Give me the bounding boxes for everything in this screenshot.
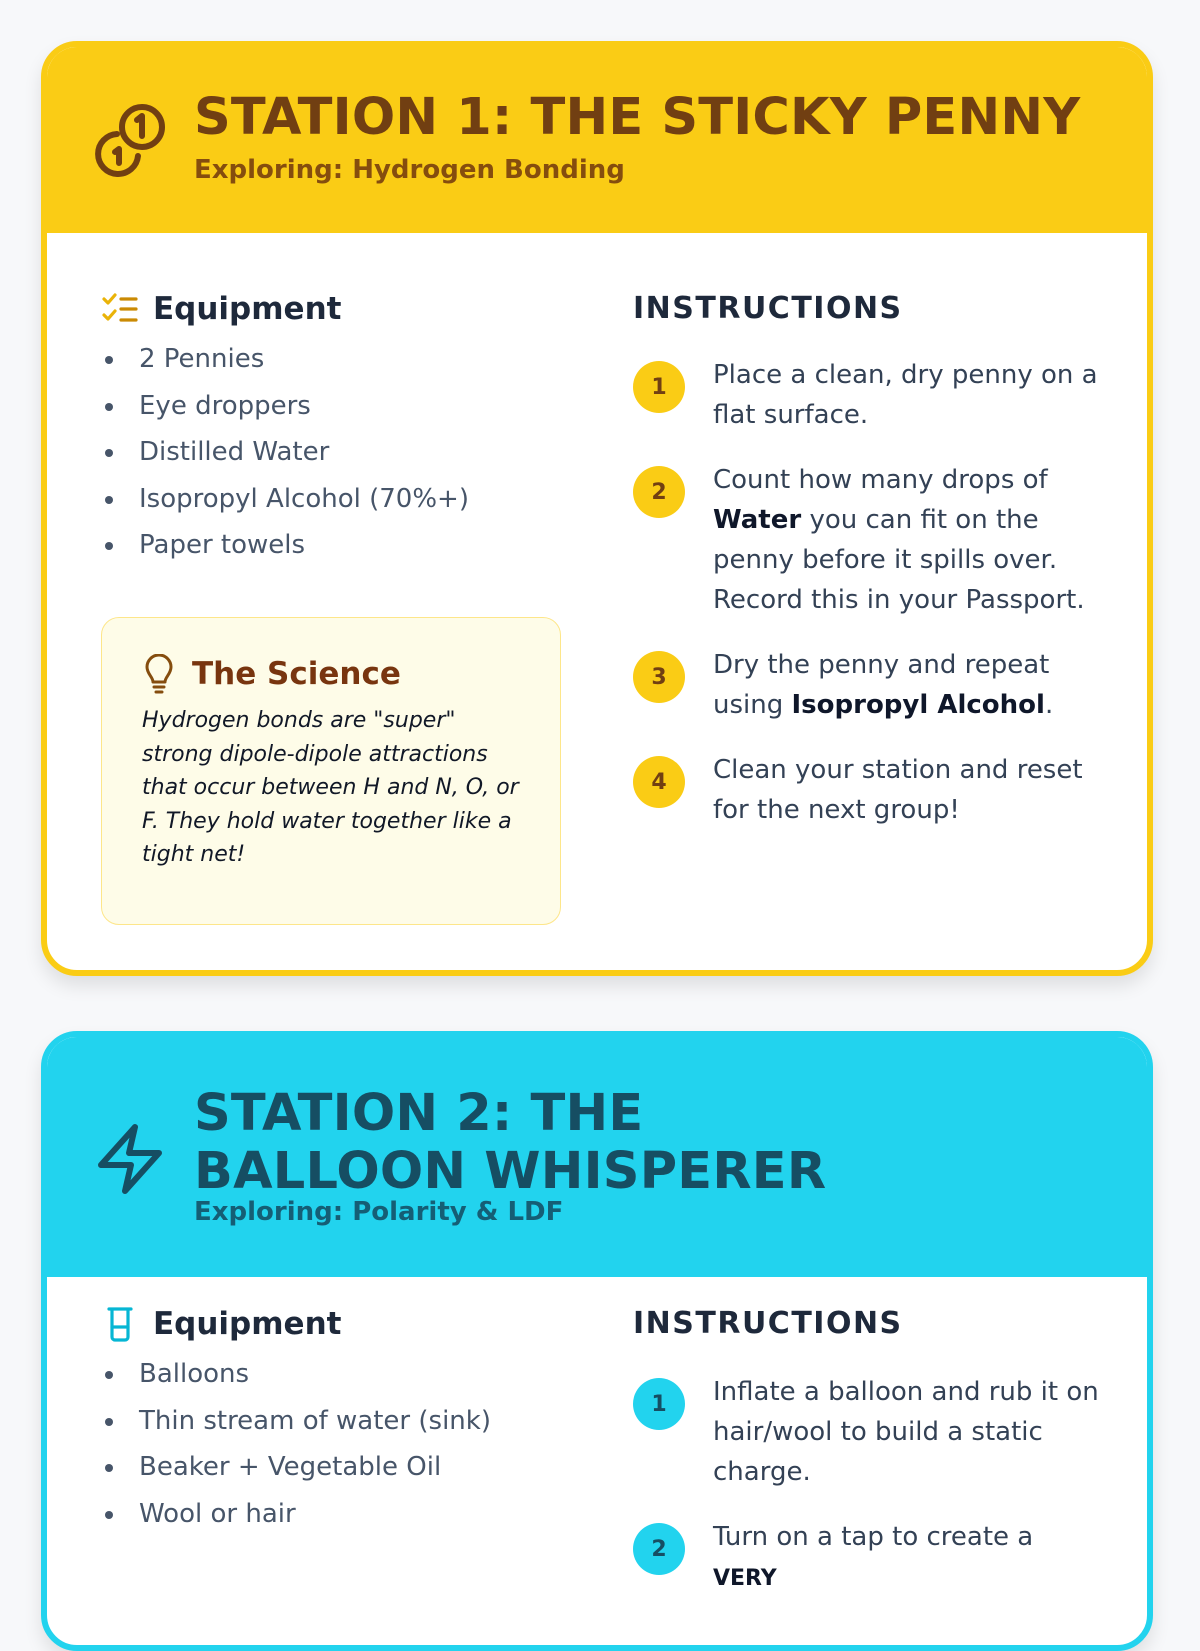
instructions-list [633,355,1103,830]
instructions-title: INSTRUCTIONS [633,291,903,326]
station-1-card [41,41,1153,976]
instruction-step [633,750,1103,830]
list-item: Balloons [101,1356,561,1403]
instructions-list [633,1372,1103,1599]
step-text: Dry the penny and repeat using Isopropyl Alcohol. [713,650,1054,720]
emphasis: Isopropyl Alcohol [791,690,1045,720]
step-number: 2 [633,466,685,518]
step-number: 2 [633,1523,685,1575]
equipment-title: Equipment [153,291,342,327]
science-callout [101,617,561,925]
instructions-section [633,1302,1103,1624]
science-text: Hydrogen bonds are "super" strong dipole-dipole attractions that occur between H and N, O, or F. They hold water together like a tight net! [142,708,519,867]
step-number: 3 [633,651,685,703]
step-number: 1 [633,1378,685,1430]
instructions-title: INSTRUCTIONS [633,1306,903,1341]
step-text: Inflate a balloon and rub it on hair/wool to build a static charge. [713,1377,1099,1487]
instruction-step [633,460,1103,620]
instruction-step [633,355,1103,435]
equipment-section [101,1302,561,1542]
step-text: Clean your station and reset for the next group! [713,755,1083,825]
list-item: Wool or hair [101,1496,561,1543]
list-item: Thin stream of water (sink) [101,1403,561,1450]
beaker-icon [101,1305,139,1343]
list-item: Isopropyl Alcohol (70%+) [101,481,561,528]
step-number: 4 [633,756,685,808]
step-text: Count how many drops of Water you can fit on the penny before it spills over. Record this in your Passport. [713,465,1085,615]
lightbulb-icon [142,654,176,694]
list-item: Distilled Water [101,434,561,481]
step-number: 1 [633,361,685,413]
emphasis: VERY [713,1566,777,1591]
list-item: 2 Pennies [101,341,561,388]
lightning-icon [93,1121,169,1197]
station-2-card [41,1031,1153,1651]
instruction-step [633,1517,1103,1599]
station-title: STATION 2: THE BALLOON WHISPERER [194,1084,827,1201]
station-2-header [47,1037,1147,1277]
equipment-section [101,287,561,867]
station-subtitle: Exploring: Hydrogen Bonding [194,155,625,185]
checklist-icon [101,290,139,328]
list-item: Paper towels [101,527,561,574]
station-title: STATION 1: THE STICKY PENNY [194,88,1081,147]
instructions-section [633,287,1103,855]
station-subtitle: Exploring: Polarity & LDF [194,1197,564,1227]
list-item: Beaker + Vegetable Oil [101,1449,561,1496]
emphasis: Water [713,505,802,535]
equipment-title: Equipment [153,1306,342,1342]
instruction-step [633,645,1103,725]
step-text: Turn on a tap to create a VERY [713,1522,1034,1591]
science-title: The Science [192,656,401,692]
equipment-list [101,341,561,574]
coins-icon [93,102,169,178]
equipment-list [101,1356,561,1542]
instruction-step [633,1372,1103,1492]
station-1-header [47,47,1147,233]
list-item: Eye droppers [101,388,561,435]
step-text: Place a clean, dry penny on a flat surface. [713,360,1098,430]
